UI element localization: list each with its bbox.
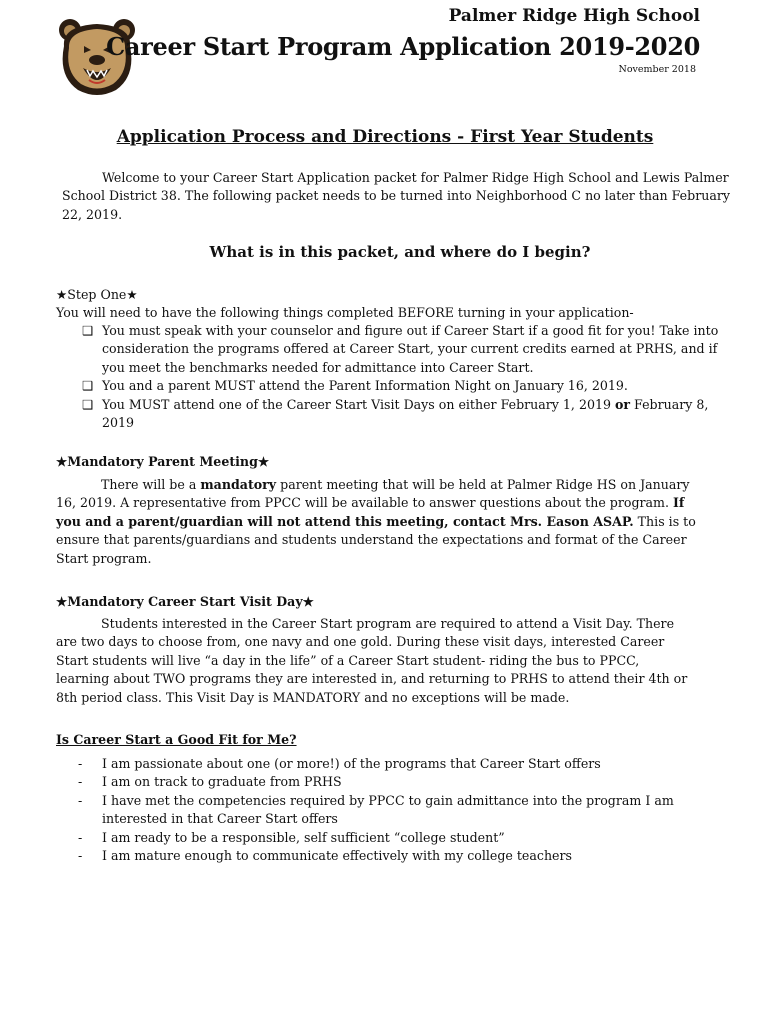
dash-bullet: - [78,756,83,771]
list-item-text: You must speak with your counselor and figure out if Career Start if a good fit for you! Take into consideration the programs offered at Career Start, your current credits earned at PRHS, and if you meet the benchmarks needed for admittance into Career Start. [102,323,719,375]
checkbox-icon: ❑ [82,323,94,338]
list-item-text: I am ready to be a responsible, self sufficient “college student” [102,829,505,845]
list-item [82,322,722,377]
dash-bullet: - [78,829,83,845]
list-item [78,847,698,865]
dash-bullet: - [78,774,83,790]
packet-heading: What is in this packet, and where do I begin? [209,243,591,261]
dash-bullet: - [78,848,83,864]
list-item-text: I have met the competencies required by PPCC to gain admittance into the program I am interested in that Career Start offers [102,792,674,827]
list-item [82,377,722,395]
school-name: Palmer Ridge High School [448,6,700,26]
parent-meeting-heading: ★Mandatory Parent Meeting★ [56,454,270,469]
step-one-intro: You will need to have the following things completed BEFORE turning in your application- [56,305,634,320]
dash-bullet: - [78,792,83,808]
good-fit-heading: Is Career Start a Good Fit for Me? [56,732,297,747]
section-title: Application Process and Directions - First Year Students [116,127,654,147]
list-item [78,792,698,829]
document-date: November 2018 [618,64,696,75]
list-item-text: I am mature enough to communicate effectively with my college teachers [102,848,572,864]
list-item [78,755,698,773]
visit-day-heading: ★Mandatory Career Start Visit Day★ [56,594,314,609]
list-item-text: You and a parent MUST attend the Parent Information Night on January 16, 2019. [102,378,628,394]
list-item [78,773,698,791]
list-item-text: I am passionate about one (or more!) of the programs that Career Start offers [102,756,601,771]
list-item-text: You MUST attend one of the Career Start Visit Days on either February 1, 2019 or February 8, 2019 [102,396,709,431]
list-item [82,396,722,433]
list-item-text: I am on track to graduate from PRHS [102,774,342,790]
checkbox-icon: ❑ [82,378,94,394]
parent-meeting-paragraph: There will be a mandatory parent meeting that will be held at Palmer Ridge HS on January 16, 2019. A representative from PPCC will be available to answer questions about the program. If you and a parent/guardian will not attend this meeting, contact Mrs. Eason ASAP. This is to ensure that parents/guardians and students understand the expectations and format of the Career Start program. [56,477,696,566]
good-fit-list [78,755,698,865]
document-title: Career Start Program Application 2019-2020 [106,32,700,61]
checkbox-icon: ❑ [82,396,94,412]
welcome-paragraph: Welcome to your Career Start Application packet for Palmer Ridge High School and Lewis Palmer School District 38. The following packet needs to be turned into Neighborhood C no later than February 22, 2019. [62,170,730,222]
step-one-checklist [82,322,722,432]
visit-day-paragraph: Students interested in the Career Start program are required to attend a Visit Day. There are two days to choose from, one navy and one gold. During these visit days, interested Career Start students will live “a day in the life” of a Career Start student- riding the bus to PPCC, learning about TWO programs they are interested in, and returning to PRHS to attend their 4th or 8th period class. This Visit Day is MANDATORY and no exceptions will be made. [56,616,688,705]
step-one-heading: ★Step One★ [56,287,138,302]
list-item [78,829,698,847]
